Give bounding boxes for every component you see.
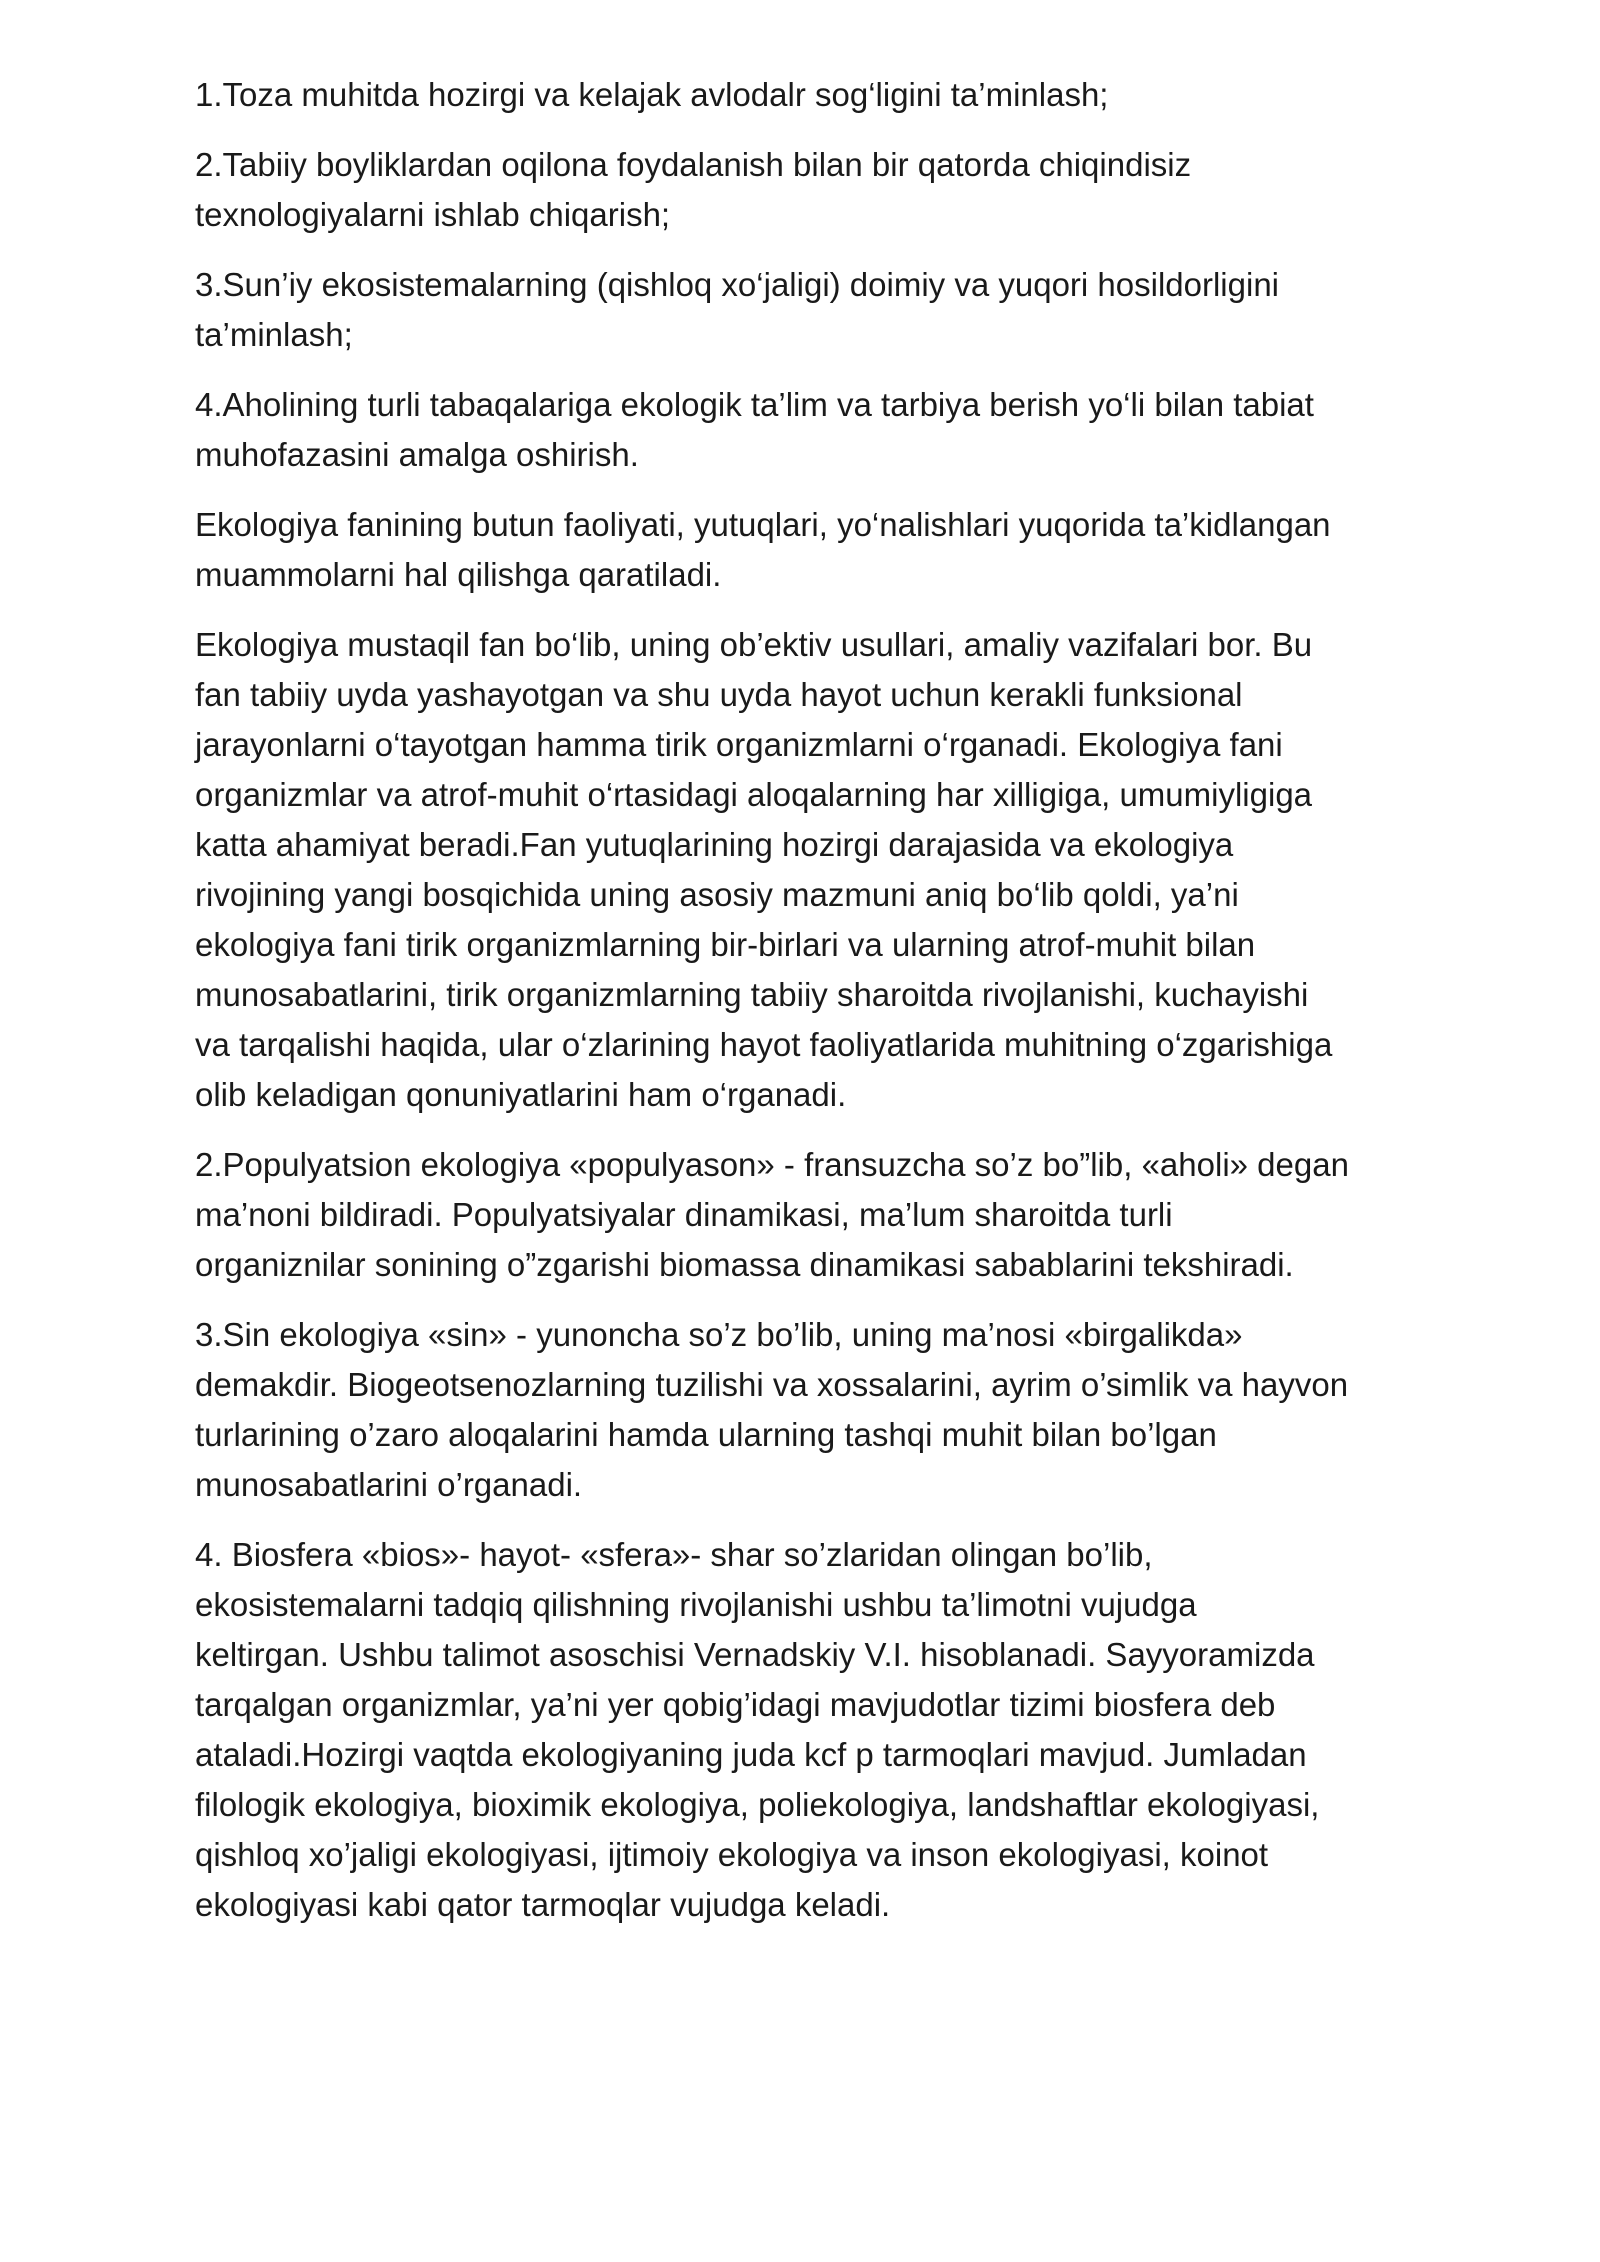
document-body — [195, 70, 1425, 1950]
paragraph-goal-2: 2.Tabiiy boyliklardan oqilona foydalanish bilan bir qatorda chiqindisiz texnologiyalarni ishlab chiqarish; — [195, 146, 1192, 233]
paragraph-population-ecology: 2.Populyatsion ekologiya «populyason» - fransuzcha so’z bo”lib, «aholi» degan ma’noni bildiradi. Populyatsiyalar dinamikasi, ma’lum sharoitda turli organiznilar sonining o”zgarishi biomassa dinamikasi sabablarini tekshiradi. — [195, 1146, 1349, 1283]
paragraph-goal-3: 3.Sun’iy ekosistemalarning (qishloq xo‘jaligi) doimiy va yuqori hosildorligini ta’minlash; — [195, 266, 1280, 353]
paragraph-goal-1: 1.Toza muhitda hozirgi va kelajak avlodalr sog‘ligini ta’minlash; — [195, 76, 1109, 113]
paragraph-biosphere: 4. Biosfera «bios»- hayot- «sfera»- shar so’zlaridan olingan bo’lib, ekosistemalarni tadqiq qilishning rivojlanishi ushbu ta’limotni vujudga keltirgan. Ushbu talimot asoschisi Vernadskiy V.I. hisoblanadi. Sayyoramizda tarqalgan organizmlar, ya’ni yer qobig’idagi mavjudotlar tizimi biosfera deb ataladi.Hozirgi vaqtda ekologiyaning juda kcf p tarmoqlari mavjud. Jumladan filologik ekologiya, bioximik ekologiya, poliekologiya, landshaftlar ekologiyasi, qishloq xo’jaligi ekologiyasi, ijtimoiy ekologiya va inson ekologiyasi, koinot ekologiyasi kabi qator tarmoqlar vujudga keladi. — [195, 1536, 1320, 1923]
paragraph-syn-ecology: 3.Sin ekologiya «sin» - yunoncha so’z bo’lib, uning ma’nosi «birgalikda» demakdir. Biogeotsenozlarning tuzilishi va xossalarini, ayrim o’simlik va hayvon turlarining o’zaro aloqalarini hamda ularning tashqi muhit bilan bo’lgan munosabatlarini o’rganadi. — [195, 1316, 1349, 1503]
paragraph-goal-4: 4.Aholining turli tabaqalariga ekologik ta’lim va tarbiya berish yo‘li bilan tabiat muhofazasini amalga oshirish. — [195, 386, 1314, 473]
paragraph-ecology-science: Ekologiya mustaqil fan bo‘lib, uning ob’ektiv usullari, amaliy vazifalari bor. Bu fan tabiiy uyda yashayotgan va shu uyda hayot uchun kerakli funksional jarayonlarni o‘tayotgan hamma tirik organizmlarni o‘rganadi. Ekologiya fani organizmlar va atrof-muhit o‘rtasidagi aloqalarning har xilligiga, umumiyligiga katta ahamiyat beradi.Fan yutuqlarining hozirgi darajasida va ekologiya rivojining yangi bosqichida uning asosiy mazmuni aniq bo‘lib qoldi, ya’ni ekologiya fani tirik organizmlarning bir-birlari va ularning atrof-muhit bilan munosabatlarini, tirik organizmlarning tabiiy sharoitda rivojlanishi, kuchayishi va tarqalishi haqida, ular o‘zlarining hayot faoliyatlarida muhitning o‘zgarishiga olib keladigan qonuniyatlarini ham o‘rganadi. — [195, 626, 1333, 1113]
paragraph-ecology-activity: Ekologiya fanining butun faoliyati, yutuqlari, yo‘nalishlari yuqorida ta’kidlangan muammolarni hal qilishga qaratiladi. — [195, 506, 1331, 593]
